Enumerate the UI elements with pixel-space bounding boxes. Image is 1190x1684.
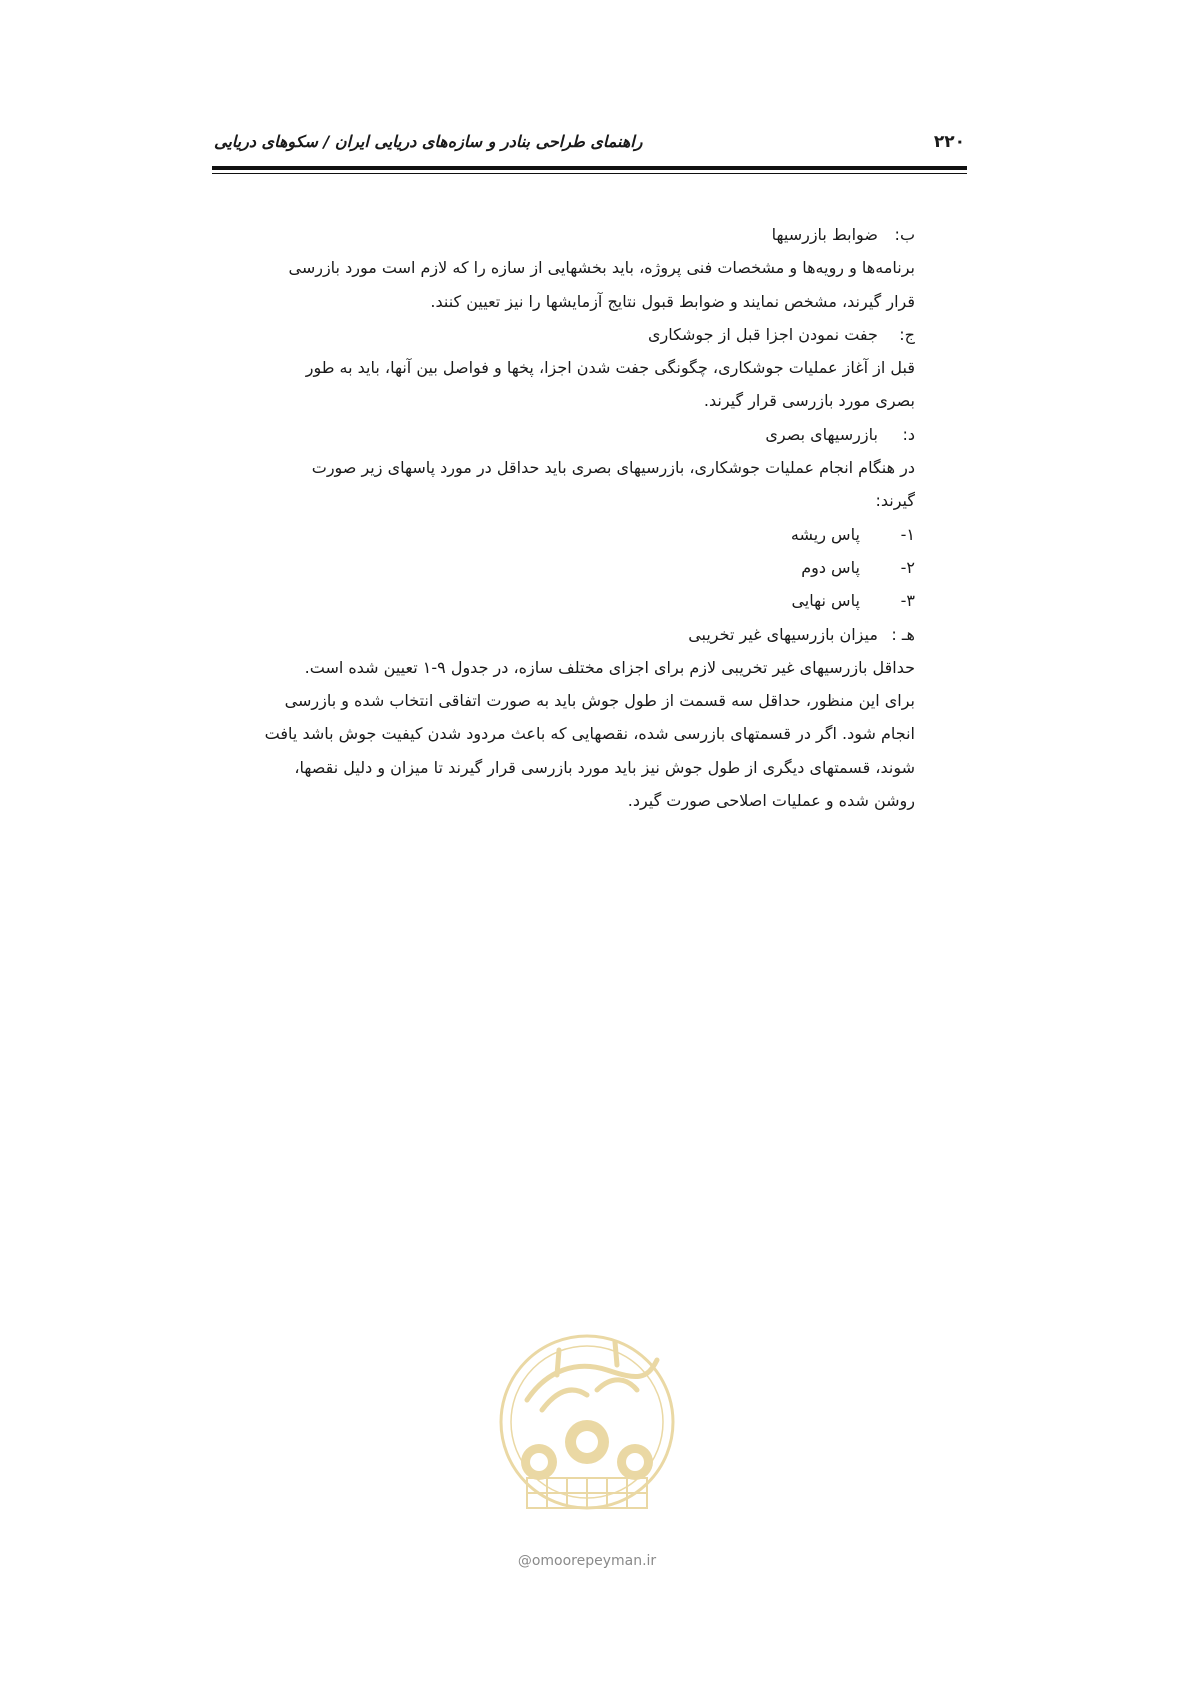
page-header — [212, 128, 967, 168]
list-number: ۳- — [900, 591, 915, 611]
running-title: راهنمای طراحی بنادر و سازه‌های دریایی ایران / سکوهای دریایی — [214, 132, 643, 151]
list-text: پاس نهایی — [791, 591, 860, 611]
list-number: ۱- — [900, 524, 915, 544]
watermark-logo — [497, 1330, 677, 1576]
header-rule-thick — [212, 166, 967, 170]
section-title: میزان بازرسیهای غیر تخریبی — [688, 624, 878, 644]
list-text: پاس دوم — [801, 557, 860, 577]
watermark-caption: @omoorepeyman.ir — [517, 1553, 657, 1569]
section-marker: هـ : — [891, 624, 915, 644]
paragraph-line: قبل از آغاز عملیات جوشکاری، چگونگی جفت شدن اجزا، پخها و فواصل بین آنها، باید به طور — [305, 358, 915, 378]
paragraph-line: برای این منظور، حداقل سه قسمت از طول جوش باید به صورت اتفاقی انتخاب شده و بازرسی — [284, 691, 915, 711]
list-item — [212, 551, 915, 584]
paragraph-line: حداقل بازرسیهای غیر تخریبی لازم برای اجزای مختلف سازه، در جدول ۹-۱ تعیین شده است. — [304, 657, 915, 677]
body-text — [212, 218, 915, 817]
section-title: ضوابط بازرسیها — [771, 225, 878, 244]
list-item — [212, 584, 915, 617]
list-text: پاس ریشه — [790, 524, 860, 544]
page-number: ۲۲۰ — [933, 132, 965, 152]
paragraph-line: در هنگام انجام عملیات جوشکاری، بازرسیهای بصری باید حداقل در مورد پاسهای زیر صورت — [311, 458, 915, 478]
section-title: جفت نمودن اجزا قبل از جوشکاری — [648, 324, 878, 344]
paragraph-line: شوند، قسمتهای دیگری از طول جوش نیز باید مورد بازرسی قرار گیرند تا میزان و دلیل نقصها، — [294, 757, 915, 777]
paragraph-line: برنامه‌ها و رویه‌ها و مشخصات فنی پروژه، باید بخشهایی از سازه را که لازم است مورد بازرسی — [288, 258, 915, 278]
section-marker: ج: — [899, 324, 915, 344]
section-marker: د: — [902, 424, 915, 444]
paragraph-line: گیرند: — [875, 491, 915, 511]
section-heading-d — [212, 418, 915, 451]
section-heading-j — [212, 318, 915, 351]
section-heading-h — [212, 618, 915, 651]
section-heading-b — [212, 218, 915, 251]
section-marker: ب: — [894, 225, 915, 244]
paragraph-line: قرار گیرند، مشخص نمایند و ضوابط قبول نتایج آزمایشها را نیز تعیین کنند. — [430, 291, 915, 311]
section-title: بازرسیهای بصری — [765, 424, 878, 444]
list-number: ۲- — [900, 557, 915, 577]
paragraph-line: انجام شود. اگر در قسمتهای بازرسی شده، نقصهایی که باعث مردود شدن کیفیت جوش باشد یافت — [264, 724, 915, 744]
paragraph-line: بصری مورد بازرسی قرار گیرند. — [703, 391, 915, 411]
header-rule-thin — [212, 173, 967, 174]
paragraph-line: روشن شده و عملیات اصلاحی صورت گیرد. — [627, 791, 915, 811]
list-item — [212, 518, 915, 551]
